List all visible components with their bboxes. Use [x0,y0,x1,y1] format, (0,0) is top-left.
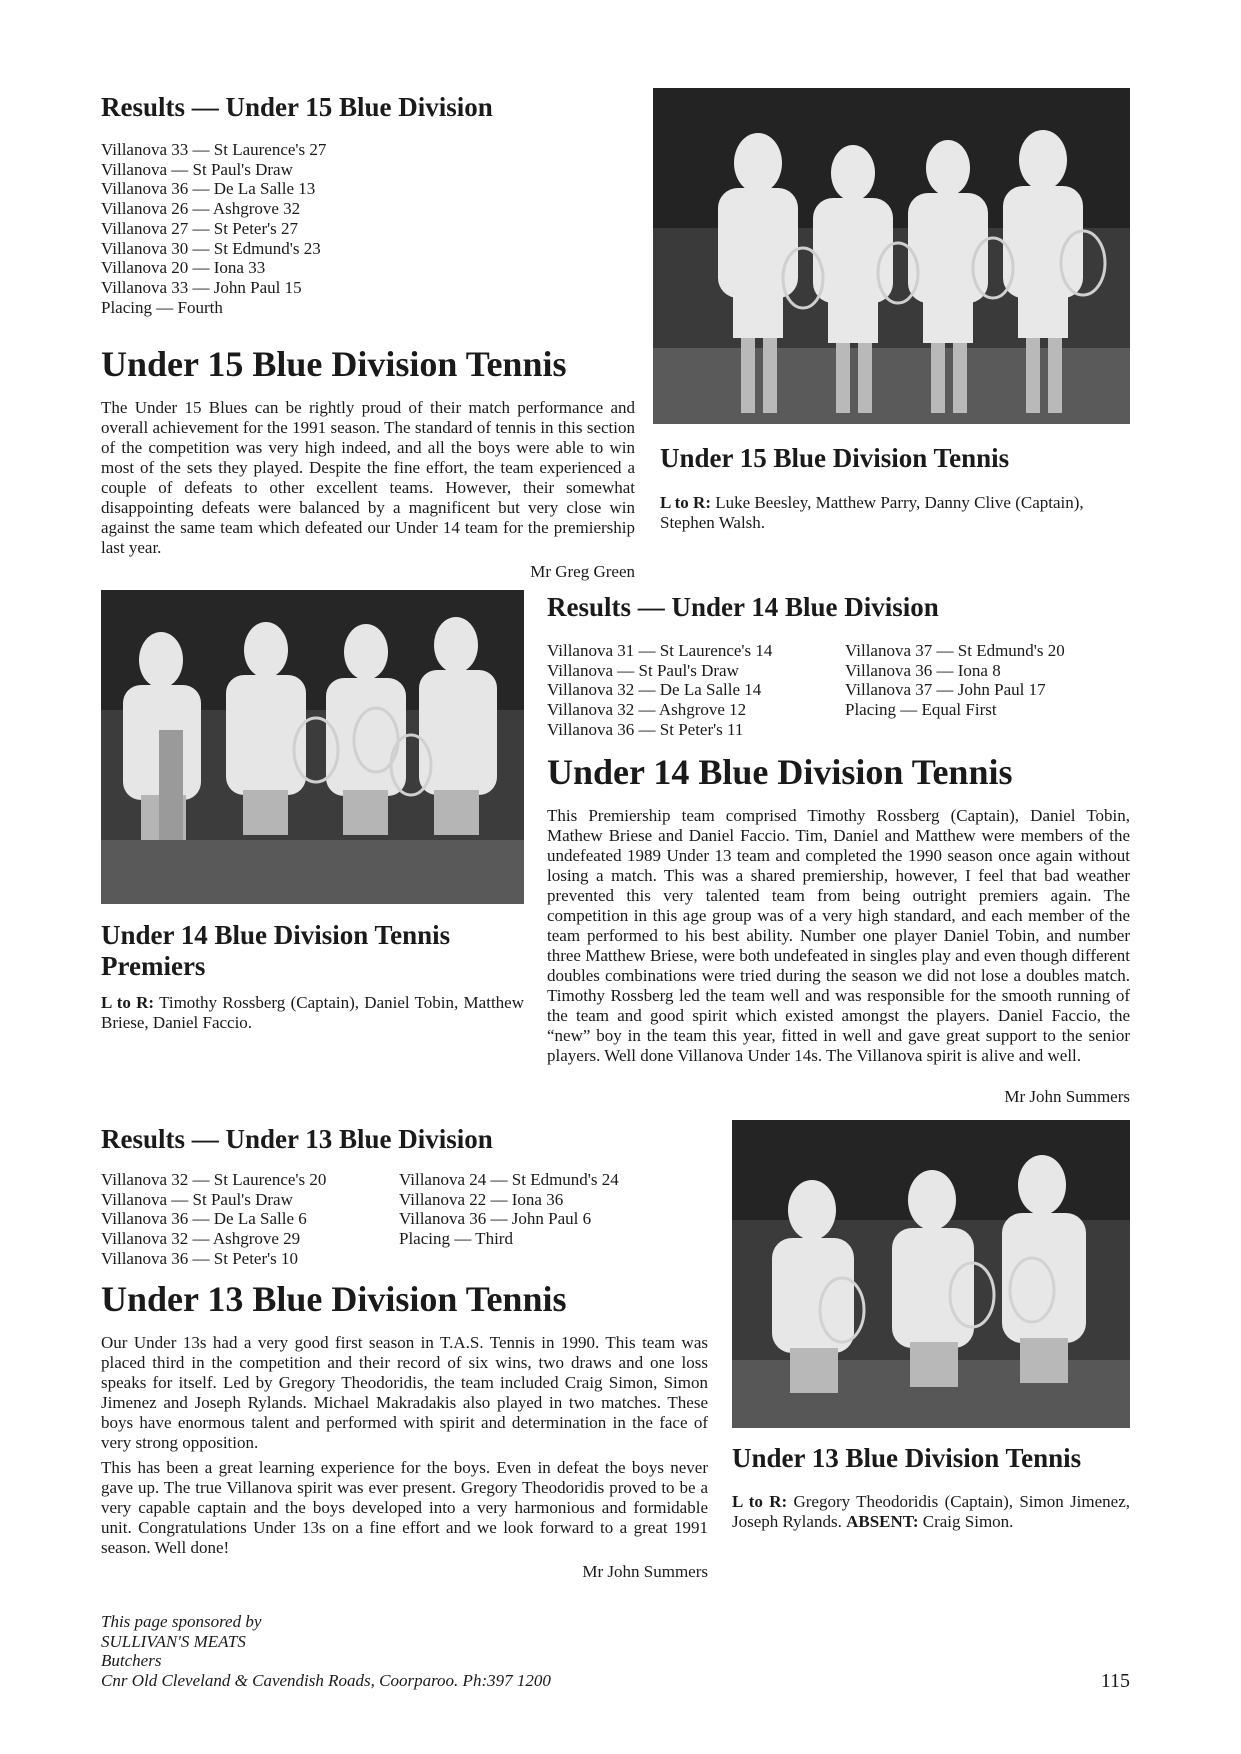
results-line: Villanova 32 — De La Salle 14 [547,680,762,700]
results-line: Villanova 37 — St Edmund's 20 [845,641,1065,660]
u13-tennis-heading: Under 13 Blue Division Tennis [101,1279,567,1319]
u15-photo-caption [660,493,1130,533]
results-line: Villanova 33 — John Paul 15 [101,277,302,297]
results-line: Villanova 36 — De La Salle 13 [101,179,316,199]
u15-results-list [101,140,326,317]
results-line: Villanova — St Paul's Draw [101,159,293,179]
results-line: Villanova 30 — St Edmund's 23 [101,238,321,258]
u15-team-photo-graphic [653,88,1130,424]
sponsor-line: Butchers [101,1651,162,1670]
u15-results-heading: Results — Under 15 Blue Division [101,92,493,122]
sponsor-address: Cnr Old Cleveland & Cavendish Roads, Coorparoo. Ph:397 1200 [101,1670,551,1690]
u13-tennis-body-1: Our Under 13s had a very good first season in T.A.S. Tennis in 1990. This team was placed third in the competition and their record of six wins, two draws and one loss speaks for itself. Led by Gregory Theodoridis, the team included Craig Simon, Simon Jimenez and Joseph Rylands. Michael Makradakis also played in two matches. These boys have enormous talent and performed with spirit and determination in the face of very strong opposition. [101,1333,708,1452]
caption-names: Timothy Rossberg (Captain), Daniel Tobin, Matthew Briese, Daniel Faccio. [101,993,524,1032]
caption-names: Luke Beesley, Matthew Parry, Danny Clive (Captain), Stephen Walsh. [660,493,1084,532]
u13-team-photo [732,1120,1130,1428]
caption-lead: L to R: [732,1492,788,1511]
caption-absent-label: ABSENT: [846,1512,919,1531]
u15-photo-caption-title: Under 15 Blue Division Tennis [660,443,1010,473]
results-line: Villanova 36 — John Paul 6 [399,1209,592,1229]
u14-tennis-heading: Under 14 Blue Division Tennis [547,752,1013,792]
page-number: 115 [1100,1670,1130,1692]
results-line: Villanova — St Paul's Draw [547,660,739,680]
results-line: Villanova 24 — St Edmund's 24 [399,1170,619,1189]
results-line: Villanova 32 — St Laurence's 20 [101,1170,327,1189]
u13-signature: Mr John Summers [582,1562,708,1581]
caption-lead: L to R: [101,993,155,1012]
u14-tennis-body: This Premiership team comprised Timothy Rossberg (Captain), Daniel Tobin, Mathew Briese and Daniel Faccio. Tim, Daniel and Matthew were members of the undefeated 1989 Under 13 team and completed the 1990 season once again without losing a match. This was a shared premiership, however, I feel that bad weather prevented this very talented team from being outright premiers again. The competition in this age group was of a very high standard, and each member of the team performed to his best ability. Number one player Daniel Tobin, and number three Matthew Briese, were both undefeated in singles play and even though different doubles combinations were tried during the season we did not lose a doubles match. Timothy Rossberg led the team well and was responsible for the smooth running of the team and good spirit which existed amongst the players. Daniel Faccio, the “new” boy in the team this year, fitted in well and gave great support to the senior players. Well done Villanova Under 14s. The Villanova spirit is alive and well. [547,806,1130,1065]
results-line: Villanova 36 — St Peter's 10 [101,1248,299,1268]
u14-team-photo [101,590,524,904]
caption-absent: Craig Simon. [922,1512,1014,1531]
u13-results-col2 [399,1170,619,1249]
results-line: Placing — Third [399,1229,513,1249]
u14-team-photo-graphic [101,590,524,904]
sponsor-name: SULLIVAN'S MEATS [101,1631,246,1651]
results-line: Villanova — St Paul's Draw [101,1189,293,1209]
results-line: Villanova 22 — Iona 36 [399,1189,564,1209]
u13-results-col1 [101,1170,326,1269]
results-line: Placing — Equal First [845,700,997,720]
u13-photo-caption-title: Under 13 Blue Division Tennis [732,1443,1082,1473]
results-line: Placing — Fourth [101,297,223,317]
caption-lead: L to R: [660,493,711,512]
caption-names: Gregory Theodoridis (Captain), Simon Jimenez, Joseph Rylands. [732,1492,1131,1531]
u13-team-photo-graphic [732,1120,1130,1428]
results-line: Villanova 36 — De La Salle 6 [101,1209,307,1229]
results-line: Villanova 36 — Iona 8 [845,660,1001,680]
u14-results-col1 [547,641,772,740]
results-line: Villanova 20 — Iona 33 [101,258,266,278]
results-line: Villanova 33 — St Laurence's 27 [101,140,327,159]
u13-photo-caption [732,1492,1130,1532]
results-line: Villanova 31 — St Laurence's 14 [547,641,773,660]
u15-signature: Mr Greg Green [530,562,635,581]
u14-signature: Mr John Summers [1004,1087,1130,1106]
u15-tennis-body: The Under 15 Blues can be rightly proud of their match performance and overall achievement for the 1991 season. The standard of tennis in this section of the competition was very high indeed, and all the boys were able to win most of the sets they played. Despite the fine effort, the team experienced a couple of defeats to other excellent teams. However, their somewhat disappointing defeats were balanced by a magnificent but very close win against the same team which defeated our Under 14 team for the premiership last year. [101,398,635,557]
u13-results-heading: Results — Under 13 Blue Division [101,1124,493,1154]
u14-results-col2 [845,641,1065,720]
u14-results-heading: Results — Under 14 Blue Division [547,592,939,622]
results-line: Villanova 27 — St Peter's 27 [101,218,299,238]
trophy-graphic [159,730,183,840]
u15-tennis-heading: Under 15 Blue Division Tennis [101,344,567,384]
results-line: Villanova 32 — Ashgrove 12 [547,700,747,720]
sponsor-block [101,1612,741,1690]
u13-tennis-body-2: This has been a great learning experience for the boys. Even in defeat the boys never gave up. The true Villanova spirit was ever present. Gregory Theodoridis proved to be a very capable captain and the boys developed into a very harmonious and formidable unit. Congratulations Under 13s on a fine effort and we look forward to a great 1991 season. Well done! [101,1458,708,1557]
u15-team-photo [653,88,1130,424]
results-line: Villanova 26 — Ashgrove 32 [101,199,301,219]
sponsor-line: This page sponsored by [101,1612,262,1631]
results-line: Villanova 32 — Ashgrove 29 [101,1229,301,1249]
results-line: Villanova 36 — St Peter's 11 [547,719,744,739]
results-line: Villanova 37 — John Paul 17 [845,680,1046,700]
u14-photo-caption-title: Under 14 Blue Division Tennis Premiers [101,920,451,982]
u14-photo-caption [101,993,524,1033]
